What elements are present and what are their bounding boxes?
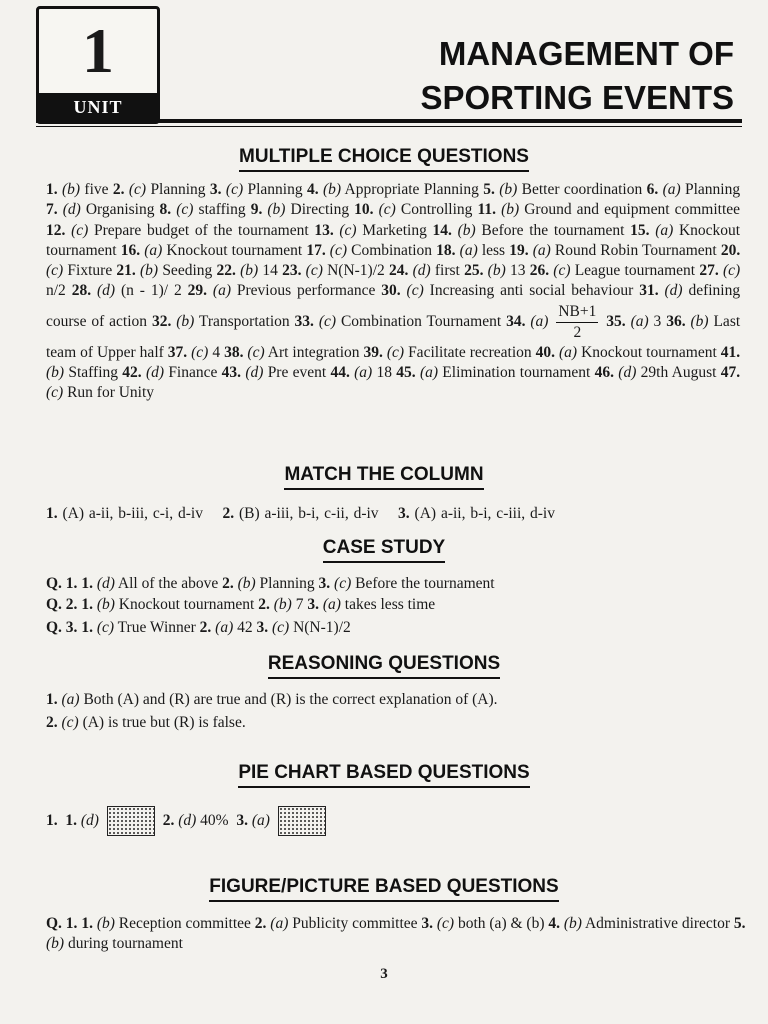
answer-number: 46.	[594, 364, 615, 382]
fraction-numerator: NB+1	[556, 302, 598, 323]
answer-option: (b)	[501, 201, 520, 219]
answer-item	[222, 575, 315, 592]
pie-answer-2-text: 40%	[200, 812, 229, 829]
answer-number: 8.	[159, 201, 172, 219]
answer-item	[307, 181, 479, 198]
answer-number: 26.	[529, 262, 550, 280]
answer-number: 9.	[250, 201, 263, 219]
answer-option: (a)	[662, 181, 681, 198]
answer-text: Combination Tournament	[340, 312, 502, 330]
answer-number: 42.	[122, 364, 142, 382]
answer-item	[200, 619, 253, 636]
answer-option: (c)	[386, 343, 405, 361]
answer-option: (b)	[690, 312, 709, 330]
answer-number: 23.	[282, 262, 302, 280]
answer-item	[398, 505, 555, 522]
dotted-pattern-image	[278, 806, 326, 836]
answer-option: (c)	[406, 282, 424, 300]
answer-item	[477, 201, 740, 218]
answer-item	[251, 201, 349, 218]
answer-text: Publicity committee	[292, 915, 418, 932]
answer-number: 1.	[46, 505, 58, 522]
fraction-denominator: 2	[573, 323, 582, 341]
answer-option: (b)	[240, 262, 259, 280]
answer-item	[436, 242, 505, 259]
answer-item	[46, 181, 109, 198]
answer-option: (c)	[339, 221, 357, 239]
reasoning-heading: REASONING QUESTIONS	[0, 653, 768, 679]
answer-number: 16.	[120, 241, 141, 259]
answer-option: (c)	[176, 201, 194, 219]
answer-text: first	[434, 262, 460, 280]
answer-item	[160, 201, 246, 218]
answer-number: 3.	[398, 505, 410, 522]
answer-option: (c)	[436, 915, 455, 932]
answer-number: 2.	[46, 714, 58, 731]
answer-item	[396, 364, 590, 381]
reasoning-answer	[46, 713, 246, 733]
answer-item	[168, 344, 220, 361]
answer-number: 31.	[639, 282, 659, 300]
answer-option: (d)	[96, 575, 115, 592]
answer-text: 42	[237, 619, 253, 636]
answer-number: 4.	[548, 915, 560, 932]
answer-number: 24.	[389, 262, 409, 280]
answer-option: (d)	[618, 364, 637, 382]
answer-item	[314, 222, 427, 239]
answer-option: (b)	[96, 915, 115, 932]
answer-text: Round Robin Tournament	[554, 241, 717, 259]
answer-number: 35.	[606, 312, 626, 330]
answer-item	[536, 344, 717, 361]
answer-number: 3.	[318, 575, 331, 592]
answer-text: Knockout tournament	[118, 596, 255, 613]
title-line-1: MANAGEMENT OF	[438, 35, 734, 72]
answer-number: 5.	[733, 915, 746, 932]
answer-item	[530, 262, 695, 279]
answer-option: (c)	[61, 714, 79, 731]
answer-text: Ground and equipment committee	[524, 201, 741, 219]
answer-option: (a)	[270, 915, 289, 932]
answer-number: 15.	[630, 221, 650, 239]
page-number: 3	[380, 966, 388, 982]
answer-number: 19.	[509, 241, 529, 259]
answer-text: Marketing	[362, 221, 427, 239]
answer-number: 12.	[46, 221, 66, 239]
answer-number: 39.	[363, 343, 383, 361]
answer-text: Last team of Upper half	[46, 312, 741, 361]
answer-number: 43.	[221, 364, 242, 382]
answer-item	[381, 282, 633, 299]
answer-number: 3.	[256, 619, 269, 636]
answer-option: (a)	[322, 596, 341, 613]
answer-text: True Winner	[117, 619, 196, 636]
answer-number: 34.	[506, 312, 526, 330]
answer-item	[121, 242, 303, 259]
answer-text: staffing	[198, 201, 246, 219]
answer-text: 13	[509, 262, 526, 280]
answer-number: 21.	[116, 262, 136, 280]
answer-text: less	[481, 241, 506, 259]
answer-text: Transportation	[198, 312, 290, 330]
pie-heading: PIE CHART BASED QUESTIONS	[0, 762, 768, 788]
case-question-number: Q. 2.	[46, 596, 78, 613]
answer-option: (c)	[329, 241, 347, 259]
answer-text: 3	[653, 312, 662, 330]
answer-number: 6.	[646, 181, 659, 198]
answer-option: (c)	[96, 619, 115, 636]
answer-text: Seeding	[162, 262, 213, 280]
reasoning-answer	[46, 690, 498, 710]
match-answers	[46, 504, 575, 524]
answer-option: (c)	[128, 181, 147, 198]
answer-option: (c)	[722, 262, 741, 280]
answer-option: (c)	[378, 201, 396, 219]
answer-number: 27.	[699, 262, 719, 280]
answer-option: (a)	[532, 241, 551, 259]
answer-item	[46, 691, 498, 708]
answer-option: (c)	[191, 343, 209, 361]
answer-text: Elimination tournament	[442, 364, 591, 382]
answer-text: 14	[262, 262, 278, 280]
answer-text: Run for Unity	[67, 384, 155, 402]
answer-text: (A) is true but (R) is false.	[82, 714, 246, 731]
answer-item	[81, 575, 218, 592]
answer-item	[46, 714, 246, 731]
answer-text: Planning	[247, 181, 303, 198]
answer-text: Before the tournament	[355, 575, 495, 592]
answer-text: Staffing	[68, 364, 119, 382]
pie-answers	[46, 806, 330, 836]
answer-number: 14.	[432, 221, 452, 239]
figure-heading: FIGURE/PICTURE BASED QUESTIONS	[0, 876, 768, 902]
answer-text: Combination	[351, 241, 433, 259]
answer-number: 2.	[112, 181, 125, 198]
answer-option: (b)	[499, 181, 518, 198]
answer-text: Planning	[685, 181, 741, 198]
page-title	[420, 32, 734, 120]
answer-item	[210, 181, 303, 198]
answer-item	[224, 344, 359, 361]
mcq-heading: MULTIPLE CHOICE QUESTIONS	[0, 146, 768, 172]
answer-number: 1.	[46, 181, 58, 198]
mcq-answers	[46, 180, 740, 404]
answer-option: (c)	[272, 619, 290, 636]
answer-option: (c)	[305, 262, 323, 280]
pie-answer-1-number: 1.	[65, 812, 77, 829]
answer-item	[548, 915, 730, 932]
answer-text: Prepare budget of the tournament	[93, 221, 309, 239]
answer-option: (b)	[176, 312, 195, 330]
answer-text: takes less time	[344, 596, 436, 613]
answer-item	[647, 181, 741, 198]
answer-number: 7.	[46, 201, 58, 219]
answer-number: 20.	[720, 241, 741, 259]
figure-question-number: Q. 1.	[46, 915, 78, 932]
answer-option: (b)	[237, 575, 256, 592]
answer-item	[319, 575, 495, 592]
answer-number: 2.	[222, 575, 234, 592]
answer-text: Planning	[150, 181, 206, 198]
answer-text: Knockout tournament	[46, 221, 741, 259]
answer-item	[258, 596, 303, 613]
answer-number: 1.	[81, 596, 93, 613]
answer-text: Better coordination	[521, 181, 643, 198]
answer-number: 1.	[81, 915, 93, 932]
answer-text: Planning	[259, 575, 315, 592]
answer-number: 17.	[306, 241, 326, 259]
answer-number: 30.	[381, 282, 401, 300]
answer-text: Administrative director	[584, 915, 731, 932]
answer-item	[483, 181, 642, 198]
answer-number: 3.	[209, 181, 222, 198]
answer-text: five	[84, 181, 109, 198]
answer-item	[464, 262, 525, 279]
answer-text: during tournament	[67, 935, 183, 953]
answer-option: (b)	[267, 201, 286, 219]
mcq-answers-part-1	[46, 181, 740, 330]
case-study-row	[46, 595, 435, 615]
answer-option: (a)	[630, 312, 649, 330]
case-question-number: Q. 1.	[46, 575, 78, 592]
answer-text: Previous performance	[236, 282, 376, 300]
answer-text: Appropriate Planning	[344, 181, 479, 198]
answer-item	[307, 596, 435, 613]
answer-option: (b)	[140, 262, 159, 280]
answer-item	[606, 313, 661, 330]
answer-option: (a)	[61, 691, 80, 708]
answer-number: 2.	[222, 505, 235, 522]
answer-option: (b)	[46, 935, 65, 953]
answer-option: (a)	[530, 312, 549, 330]
answer-number: 1.	[81, 619, 93, 636]
answer-item	[306, 242, 432, 259]
answer-text: League tournament	[574, 262, 696, 280]
answer-option: (a)	[559, 343, 578, 361]
answer-text: N(N-1)/2	[327, 262, 385, 280]
answer-text: All of the above	[117, 575, 219, 592]
answer-item	[46, 505, 203, 522]
answer-text: both (a) & (b)	[457, 915, 545, 932]
answer-item	[389, 262, 460, 279]
answer-option: (a)	[419, 364, 439, 382]
fraction-answer-34	[556, 302, 598, 343]
answer-number: 2.	[199, 619, 212, 636]
case-study-heading: CASE STUDY	[0, 537, 768, 563]
pie-answer-3-number: 3.	[236, 812, 248, 829]
answer-option: (a)	[655, 221, 674, 239]
answer-option: (c)	[46, 262, 64, 280]
answer-option: (c)	[71, 221, 89, 239]
answer-item	[116, 262, 212, 279]
answer-text: 4	[212, 343, 221, 361]
answer-item	[509, 242, 717, 259]
answer-option: (c)	[247, 343, 265, 361]
answer-item	[295, 313, 502, 330]
title-line-2: SPORTING EVENTS	[420, 79, 734, 116]
answer-number: 3.	[421, 915, 434, 932]
answer-number: 2.	[254, 915, 267, 932]
answer-item	[122, 364, 217, 381]
answer-text: (B) a-iii, b-i, c-ii, d-iv	[238, 505, 379, 522]
answer-text: 7	[295, 596, 304, 613]
pie-answer-2-number: 2.	[162, 812, 175, 829]
answer-item	[81, 596, 254, 613]
answer-item	[364, 344, 532, 361]
answer-number: 10.	[354, 201, 374, 219]
case-question-number: Q. 3.	[46, 619, 78, 636]
answer-option: (b)	[61, 181, 81, 198]
answer-number: 13.	[314, 221, 334, 239]
answer-option: (b)	[96, 596, 115, 613]
answer-number: 3.	[307, 596, 319, 613]
answer-option: (b)	[563, 915, 582, 932]
answer-number: 40.	[535, 343, 556, 361]
answer-text: Both (A) and (R) are true and (R) is the correct explanation of (A).	[83, 691, 498, 708]
answer-option: (a)	[215, 619, 234, 636]
answer-option: (d)	[412, 262, 431, 280]
answer-option: (d)	[97, 282, 116, 300]
answer-option: (d)	[245, 364, 264, 382]
pie-question-number: 1.	[46, 812, 58, 829]
answer-number: 1.	[46, 691, 58, 708]
answer-text: (n - 1)/ 2	[120, 282, 182, 300]
answer-item	[255, 915, 418, 932]
answer-item	[188, 282, 376, 299]
answer-text: Finance	[168, 364, 218, 382]
answer-text: Pre event	[267, 364, 327, 382]
answer-text: Directing	[290, 201, 350, 219]
match-heading: MATCH THE COLUMN	[0, 464, 768, 490]
answer-option: (d)	[62, 201, 81, 219]
answer-option: (d)	[145, 364, 165, 382]
answer-item	[113, 181, 206, 198]
answer-number: 44.	[330, 364, 350, 382]
answer-option: (b)	[487, 262, 506, 280]
answer-option: (c)	[553, 262, 571, 280]
answer-number: 37.	[167, 343, 188, 361]
answer-number: 22.	[216, 262, 236, 280]
answer-option: (c)	[318, 312, 337, 330]
answer-text: Art integration	[267, 343, 360, 361]
answer-item	[81, 619, 195, 636]
case-study-row	[46, 618, 351, 638]
answer-number: 2.	[258, 596, 270, 613]
answer-text: 18	[376, 364, 392, 382]
answer-option: (b)	[46, 364, 65, 382]
figure-answers	[46, 914, 754, 955]
answer-number: 1.	[81, 575, 93, 592]
answer-item	[46, 201, 154, 218]
answer-option: (a)	[459, 241, 478, 259]
answer-option: (a)	[144, 241, 163, 259]
answer-item	[152, 313, 290, 330]
answer-item	[257, 619, 351, 636]
answer-item	[330, 364, 392, 381]
pie-answer-2-option: (d)	[178, 812, 197, 829]
answer-option: (b)	[322, 181, 342, 198]
answer-number: 38.	[224, 343, 244, 361]
answer-number: 47.	[720, 364, 741, 382]
answer-number: 33.	[294, 312, 314, 330]
answer-number: 32.	[151, 312, 172, 330]
answer-text: n/2	[46, 282, 66, 300]
answer-option: (c)	[225, 181, 244, 198]
answer-item	[421, 915, 544, 932]
answer-text: defining course of action	[46, 282, 741, 330]
answer-option: (c)	[334, 575, 352, 592]
case-study-row	[46, 574, 495, 594]
pie-answer-3-option: (a)	[251, 812, 270, 829]
answer-item	[222, 505, 378, 522]
answer-text: Increasing anti social behaviour	[429, 282, 634, 300]
header-rule-thin	[36, 126, 742, 127]
unit-number: 1	[82, 15, 114, 86]
answer-item	[72, 282, 182, 299]
answer-text: (A) a-ii, b-iii, c-i, d-iv	[62, 505, 203, 522]
answer-text: Controlling	[400, 201, 473, 219]
header-rule-thick	[36, 119, 742, 123]
answer-text: Organising	[85, 201, 155, 219]
answer-text: Knockout tournament	[166, 241, 303, 259]
answer-item	[354, 201, 472, 218]
answer-option: (a)	[212, 282, 231, 300]
answer-text: Reception committee	[118, 915, 251, 932]
answer-text: Fixture	[67, 262, 113, 280]
answer-text: Before the tournament	[481, 221, 625, 239]
answer-option: (a)	[354, 364, 373, 382]
answer-text: 29th August	[640, 364, 717, 382]
answer-number: 41.	[720, 343, 741, 361]
answer-option: (c)	[46, 384, 64, 402]
answer-number: 45.	[396, 364, 416, 382]
answer-number: 29.	[187, 282, 207, 300]
answer-item	[81, 915, 251, 932]
answer-number: 11.	[477, 201, 496, 219]
answer-item	[216, 262, 277, 279]
answer-item	[282, 262, 385, 279]
answer-item	[433, 222, 625, 239]
answer-option: (d)	[664, 282, 683, 300]
unit-badge	[36, 6, 160, 124]
answer-item	[46, 222, 309, 239]
answer-text: Knockout tournament	[581, 343, 717, 361]
unit-label: UNIT	[39, 93, 157, 121]
answer-item	[595, 364, 717, 381]
answer-item	[222, 364, 327, 381]
pie-answer-1-option: (d)	[80, 812, 99, 829]
answer-number: 36.	[666, 312, 686, 330]
answer-number: 25.	[464, 262, 484, 280]
answer-option: (b)	[457, 221, 476, 239]
answer-text: N(N-1)/2	[293, 619, 351, 636]
answer-option: (b)	[273, 596, 292, 613]
answer-number: 5.	[483, 181, 495, 198]
answer-number: 18.	[436, 241, 456, 259]
dotted-pattern-image	[107, 806, 155, 836]
answer-text: Facilitate recreation	[408, 343, 532, 361]
answer-number: 4.	[306, 181, 319, 198]
answer-text: (A) a-ii, b-i, c-iii, d-iv	[414, 505, 555, 522]
answer-number: 28.	[71, 282, 92, 300]
